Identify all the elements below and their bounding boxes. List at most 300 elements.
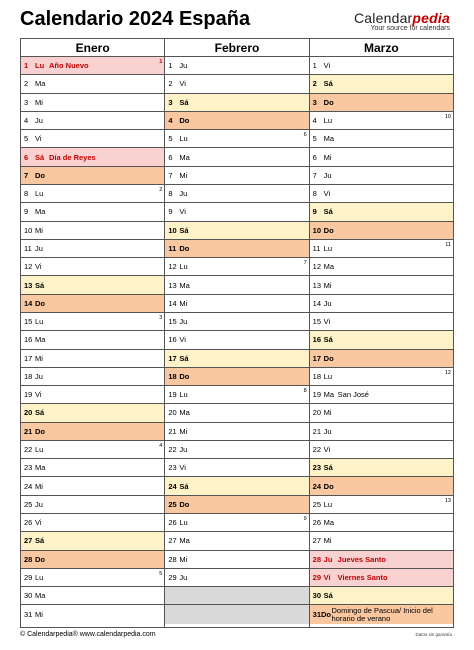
weekday: Lu (323, 371, 332, 381)
page-title: Calendario 2024 España (20, 8, 251, 30)
day-number: 28 (24, 554, 33, 564)
day-number: 10 (168, 225, 177, 235)
weekday: Lu (35, 189, 44, 199)
day-number: 3 (312, 97, 317, 107)
week-number: 9 (303, 516, 307, 523)
week-number: 11 (445, 241, 451, 248)
day-row (165, 514, 308, 532)
week-number: 4 (159, 442, 163, 449)
day-row (165, 551, 308, 569)
day-number: 8 (312, 189, 317, 199)
weekday: Vi (179, 79, 186, 89)
day-number: 11 (168, 243, 177, 253)
week-number: 1 (159, 59, 163, 65)
day-row (310, 496, 453, 514)
day-row (310, 130, 453, 148)
brand-name-accent: pedia (412, 10, 450, 26)
day-number: 11 (24, 243, 32, 253)
day-row (165, 477, 308, 495)
day-row (21, 167, 164, 185)
day-row (165, 569, 308, 587)
holiday-label: San José (337, 390, 369, 400)
day-number: 14 (312, 298, 321, 308)
day-row (310, 386, 453, 404)
day-number: 8 (168, 189, 173, 199)
weekday: Ju (323, 298, 332, 308)
day-number: 13 (168, 280, 177, 290)
weekday: Ju (323, 554, 333, 564)
day-number: 6 (312, 152, 317, 162)
weekday: Do (321, 610, 331, 620)
weekday: Do (35, 170, 45, 180)
day-number: 24 (312, 481, 321, 491)
day-number: 17 (168, 353, 177, 363)
day-row (21, 423, 164, 441)
day-number: 5 (168, 134, 173, 144)
weekday: Lu (179, 134, 188, 144)
weekday: Do (179, 243, 190, 253)
weekday: Vi (35, 134, 42, 144)
day-number: 15 (24, 317, 33, 327)
day-row (21, 477, 164, 495)
weekday: Do (35, 426, 45, 436)
weekday: Vi (35, 390, 42, 400)
day-number: 20 (312, 408, 321, 418)
day-number: 28 (168, 554, 177, 564)
footer-copyright[interactable]: © Calendarpedia® www.calendarpedia.com (20, 631, 156, 638)
day-number: 6 (24, 152, 29, 162)
day-number: 4 (24, 115, 29, 125)
day-number: 20 (24, 408, 33, 418)
day-row (310, 203, 453, 221)
month-column (21, 39, 165, 627)
weekday: Ju (35, 371, 43, 381)
day-row (310, 313, 453, 331)
day-row (21, 258, 164, 276)
day-number: 26 (312, 518, 321, 528)
weekday: Ma (35, 463, 46, 473)
weekday: Ma (35, 79, 46, 89)
weekday: Lu (179, 518, 188, 528)
day-row (21, 605, 164, 623)
day-row (310, 441, 453, 459)
day-row (21, 112, 164, 130)
day-row (21, 368, 164, 386)
day-row (310, 75, 453, 93)
weekday: Ju (323, 426, 332, 436)
weekday: Mi (179, 554, 188, 564)
day-row (165, 57, 308, 75)
day-row (165, 368, 308, 386)
weekday: Mi (35, 353, 43, 363)
day-number: 24 (24, 481, 33, 491)
weekday: Lu (323, 499, 332, 509)
disclaimer-note: Datos sin garantía (415, 632, 452, 637)
weekday: Vi (323, 189, 331, 199)
day-number: 29 (24, 573, 33, 583)
weekday: Vi (179, 335, 186, 345)
day-number: 2 (312, 79, 317, 89)
day-row (165, 313, 308, 331)
day-number: 2 (24, 79, 29, 89)
day-number: 29 (312, 573, 321, 583)
day-row (310, 112, 453, 130)
day-row (21, 295, 164, 313)
holiday-label: Jueves Santo (337, 554, 387, 564)
day-row (165, 203, 308, 221)
day-row (310, 350, 453, 368)
day-row (310, 167, 453, 185)
weekday: Do (323, 353, 334, 363)
day-row (310, 331, 453, 349)
day-number: 9 (24, 207, 29, 217)
weekday: Mi (179, 170, 188, 180)
weekday: Lu (35, 61, 45, 71)
day-number: 4 (312, 115, 317, 125)
week-number: 12 (444, 369, 451, 376)
weekday: Ju (35, 115, 43, 125)
day-row (21, 551, 164, 569)
weekday: Ju (35, 499, 43, 509)
day-row (21, 441, 164, 459)
day-row (165, 404, 308, 422)
holiday-label: Año Nuevo (49, 61, 89, 71)
weekday: Sá (35, 408, 45, 418)
weekday: Sá (179, 481, 189, 491)
weekday: Sá (323, 591, 333, 601)
day-number: 22 (168, 445, 177, 455)
month-header: Enero (21, 39, 164, 57)
day-row (165, 112, 308, 130)
weekday: Vi (323, 445, 331, 455)
day-row (310, 368, 453, 386)
week-number: 6 (303, 132, 307, 139)
day-number: 12 (24, 262, 33, 272)
day-number: 27 (24, 536, 33, 546)
day-row (310, 258, 453, 276)
weekday: Ju (179, 317, 188, 327)
week-number: 13 (444, 497, 451, 504)
day-number: 25 (24, 499, 33, 509)
day-row (165, 258, 308, 276)
day-row (310, 605, 453, 623)
week-number: 8 (303, 388, 307, 395)
day-row (310, 148, 453, 166)
day-row (165, 295, 308, 313)
day-number: 31 (312, 610, 321, 620)
weekday: Ju (179, 573, 188, 583)
day-row (21, 240, 164, 258)
weekday: Vi (323, 317, 331, 327)
holiday-label: Domingo de Pascua/ Inicio del horario de verano (331, 605, 433, 623)
weekday: Sá (35, 280, 45, 290)
day-number: 10 (24, 225, 33, 235)
day-row (21, 94, 164, 112)
day-number: 17 (312, 353, 321, 363)
day-number: 1 (168, 61, 173, 71)
day-row (165, 441, 308, 459)
weekday: Do (323, 97, 334, 107)
day-number: 30 (312, 591, 321, 601)
day-row (310, 222, 453, 240)
weekday: Lu (179, 390, 188, 400)
day-row (165, 459, 308, 477)
week-number: 10 (444, 113, 451, 120)
calendar-grid (20, 38, 454, 628)
day-number: 1 (24, 61, 29, 71)
day-number: 29 (168, 573, 177, 583)
day-number: 21 (24, 426, 33, 436)
day-number: 10 (312, 225, 321, 235)
day-row (165, 496, 308, 514)
day-row (21, 514, 164, 532)
day-number: 3 (24, 97, 29, 107)
day-row (21, 185, 164, 203)
empty-day-cell (165, 587, 308, 605)
day-row (21, 148, 164, 166)
weekday: Vi (179, 463, 186, 473)
weekday: Lu (179, 262, 188, 272)
day-number: 26 (24, 518, 33, 528)
day-number: 6 (168, 152, 173, 162)
day-number: 31 (24, 610, 33, 620)
weekday: Ma (35, 207, 46, 217)
day-number: 1 (312, 61, 317, 71)
day-number: 16 (24, 335, 33, 345)
month-column (310, 39, 453, 627)
day-row (165, 222, 308, 240)
day-row (310, 459, 453, 477)
day-row (21, 203, 164, 221)
day-row (165, 386, 308, 404)
day-number: 7 (168, 170, 173, 180)
day-number: 9 (312, 207, 317, 217)
day-row (21, 587, 164, 605)
day-number: 4 (168, 115, 173, 125)
day-row (21, 532, 164, 550)
day-number: 30 (24, 591, 33, 601)
day-row (21, 313, 164, 331)
weekday: Ma (35, 335, 46, 345)
day-row (310, 551, 453, 569)
day-number: 22 (24, 445, 33, 455)
day-row (310, 569, 453, 587)
day-number: 11 (312, 243, 321, 253)
day-number: 23 (24, 463, 33, 473)
day-row (165, 276, 308, 294)
day-number: 8 (24, 189, 29, 199)
weekday: Ma (179, 152, 190, 162)
weekday: Sá (35, 152, 45, 162)
day-number: 5 (312, 134, 317, 144)
weekday: Do (179, 371, 190, 381)
day-number: 14 (24, 298, 33, 308)
day-number: 20 (168, 408, 177, 418)
day-number: 18 (168, 371, 177, 381)
day-row (21, 386, 164, 404)
weekday: Ju (179, 61, 188, 71)
weekday: Vi (323, 573, 331, 583)
weekday: Do (35, 298, 45, 308)
day-number: 16 (168, 335, 177, 345)
month-column (165, 39, 309, 627)
day-number: 12 (312, 262, 321, 272)
day-number: 21 (312, 426, 321, 436)
day-row (21, 130, 164, 148)
day-number: 14 (168, 298, 177, 308)
day-number: 23 (168, 463, 177, 473)
day-row (310, 404, 453, 422)
weekday: Lu (323, 243, 332, 253)
weekday: Do (323, 481, 334, 491)
weekday: Ma (323, 262, 335, 272)
weekday: Vi (35, 262, 42, 272)
day-number: 19 (24, 390, 33, 400)
day-row (21, 496, 164, 514)
day-number: 19 (312, 390, 321, 400)
day-row (310, 295, 453, 313)
day-number: 22 (312, 445, 321, 455)
day-number: 12 (168, 262, 177, 272)
weekday: Lu (35, 573, 44, 583)
day-number: 28 (312, 554, 321, 564)
day-row (310, 276, 453, 294)
weekday: Mi (35, 610, 43, 620)
holiday-label: Viernes Santo (337, 573, 388, 583)
weekday: Do (323, 225, 334, 235)
week-number: 3 (159, 314, 163, 321)
weekday: Mi (323, 152, 332, 162)
day-row (165, 167, 308, 185)
day-row (21, 331, 164, 349)
weekday: Mi (323, 536, 332, 546)
day-row (310, 57, 453, 75)
day-row (21, 222, 164, 240)
day-number: 18 (312, 371, 321, 381)
day-row (165, 148, 308, 166)
day-number: 26 (168, 518, 177, 528)
weekday: Do (179, 499, 190, 509)
weekday: Ma (179, 536, 190, 546)
day-row (21, 350, 164, 368)
day-row (165, 130, 308, 148)
day-number: 9 (168, 207, 173, 217)
brand-logo[interactable] (354, 10, 450, 32)
day-row (165, 185, 308, 203)
day-row (21, 404, 164, 422)
day-number: 23 (312, 463, 321, 473)
day-number: 19 (168, 390, 177, 400)
day-number: 15 (312, 317, 321, 327)
weekday: Lu (323, 115, 332, 125)
day-row (310, 240, 453, 258)
weekday: Mi (35, 97, 43, 107)
brand-tagline: Your source for calendars (370, 25, 450, 32)
weekday: Vi (35, 518, 42, 528)
day-row (21, 75, 164, 93)
weekday: Sá (179, 225, 189, 235)
day-row (21, 459, 164, 477)
month-header: Marzo (310, 39, 453, 57)
day-number: 13 (312, 280, 321, 290)
brand-name: Calendar (354, 10, 413, 26)
week-number: 2 (159, 186, 163, 193)
weekday: Mi (35, 225, 43, 235)
weekday: Ju (179, 189, 188, 199)
weekday: Sá (323, 79, 333, 89)
empty-day-cell (165, 605, 308, 623)
day-number: 15 (168, 317, 177, 327)
weekday: Ma (179, 408, 190, 418)
weekday: Ma (35, 591, 46, 601)
day-number: 25 (312, 499, 321, 509)
day-number: 3 (168, 97, 173, 107)
day-number: 18 (24, 371, 33, 381)
weekday: Ju (35, 243, 43, 253)
day-number: 7 (312, 170, 317, 180)
weekday: Mi (179, 426, 188, 436)
day-row (165, 331, 308, 349)
weekday: Do (179, 115, 190, 125)
day-row (310, 94, 453, 112)
weekday: Sá (323, 335, 333, 345)
weekday: Sá (323, 207, 333, 217)
weekday: Mi (35, 481, 43, 491)
week-number: 5 (159, 570, 163, 577)
day-number: 21 (168, 426, 177, 436)
weekday: Mi (323, 408, 332, 418)
weekday: Sá (179, 353, 189, 363)
day-row (165, 240, 308, 258)
day-row (165, 350, 308, 368)
day-number: 27 (168, 536, 177, 546)
day-number: 7 (24, 170, 29, 180)
weekday: Ma (323, 134, 335, 144)
day-number: 24 (168, 481, 177, 491)
day-number: 27 (312, 536, 321, 546)
weekday: Mi (179, 298, 188, 308)
day-row (165, 75, 308, 93)
day-number: 17 (24, 353, 33, 363)
week-number: 7 (303, 260, 307, 267)
weekday: Do (35, 554, 45, 564)
day-row (165, 423, 308, 441)
day-number: 13 (24, 280, 33, 290)
weekday: Vi (179, 207, 186, 217)
day-number: 5 (24, 134, 29, 144)
day-row (21, 57, 164, 75)
day-row (310, 532, 453, 550)
day-row (165, 532, 308, 550)
weekday: Sá (35, 536, 45, 546)
weekday: Sá (323, 463, 333, 473)
weekday: Ju (323, 170, 332, 180)
weekday: Sá (179, 97, 189, 107)
day-row (310, 514, 453, 532)
day-number: 25 (168, 499, 177, 509)
day-row (21, 276, 164, 294)
weekday: Ma (323, 518, 335, 528)
weekday: Vi (323, 61, 331, 71)
day-number: 16 (312, 335, 321, 345)
weekday: Ma (323, 390, 335, 400)
day-number: 2 (168, 79, 173, 89)
weekday: Ma (179, 280, 190, 290)
month-header: Febrero (165, 39, 308, 57)
day-row (310, 477, 453, 495)
day-row (310, 185, 453, 203)
holiday-label: Día de Reyes (49, 152, 96, 162)
